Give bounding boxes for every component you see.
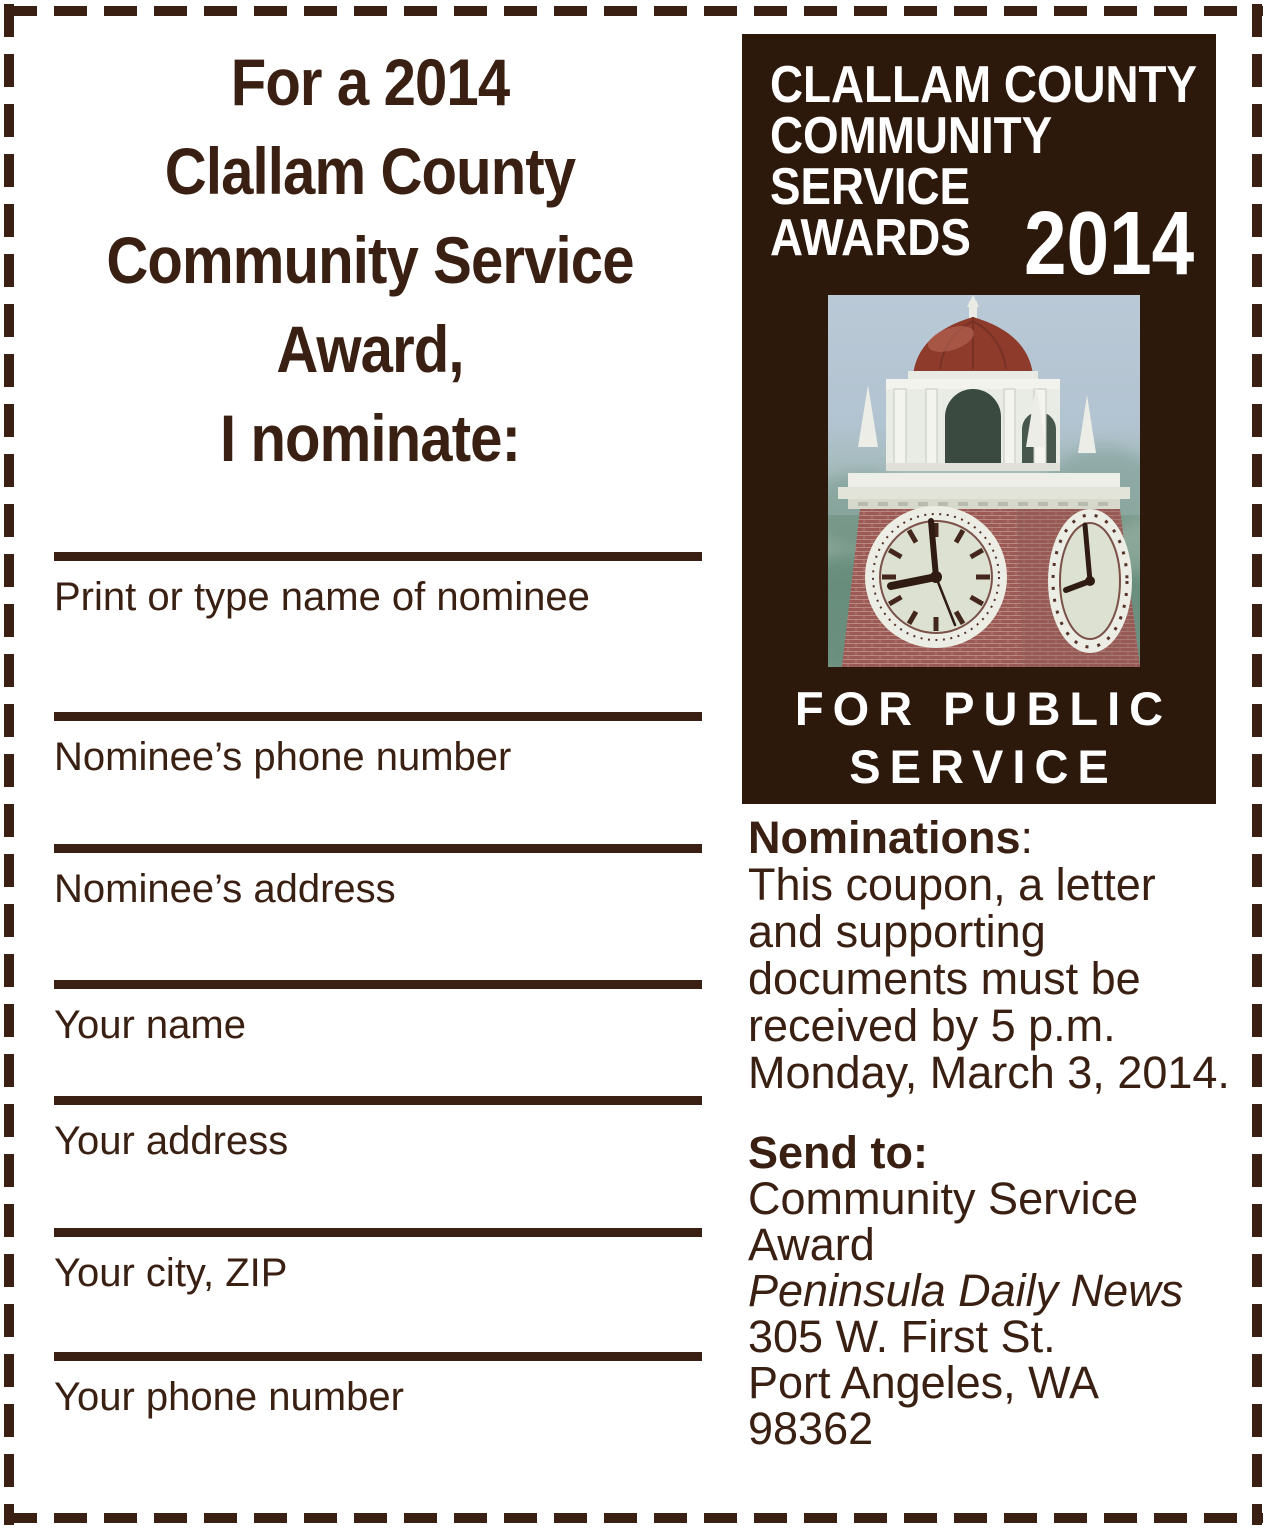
write-in-line <box>54 980 702 989</box>
field-label: Nominee’s address <box>54 867 396 911</box>
nominations-paragraph <box>748 814 1267 1096</box>
banner-tagline <box>742 680 1216 796</box>
form-field-nominee-name <box>54 552 702 620</box>
tagline-line: SERVICE <box>849 740 1118 793</box>
nominations-colon: : <box>1020 812 1034 863</box>
headline-line: Award, <box>276 312 464 386</box>
newspaper-name: Peninsula Daily News <box>748 1265 1184 1316</box>
paragraph-line: This coupon, a letter <box>748 859 1156 910</box>
send-to-paragraph <box>748 1127 1267 1454</box>
form-field-your-address <box>54 1096 702 1164</box>
coupon-dashed-border-top <box>4 6 1263 16</box>
coupon-dashed-border-left <box>4 4 14 1525</box>
headline-line: Clallam County <box>164 134 576 208</box>
address-line: 98362 <box>748 1403 874 1454</box>
form-field-nominee-phone <box>54 712 702 780</box>
field-label: Your address <box>54 1119 289 1163</box>
write-in-line <box>54 1228 702 1237</box>
nominations-label: Nominations <box>748 812 1021 863</box>
form-field-your-phone <box>54 1352 702 1420</box>
address-line: Port Angeles, WA <box>748 1357 1099 1408</box>
banner-title-line: COMMUNITY <box>770 107 1053 165</box>
banner-year: 2014 <box>1024 194 1195 294</box>
clock-tower-photo <box>828 295 1140 667</box>
paragraph-line: and supporting <box>748 906 1046 957</box>
banner-title-line: SERVICE <box>770 158 971 216</box>
paragraph-line: documents must be <box>748 953 1141 1004</box>
banner-title-line: CLALLAM COUNTY <box>770 56 1198 114</box>
write-in-line <box>54 552 702 561</box>
form-field-your-name <box>54 980 702 1048</box>
banner-title-line: AWARDS <box>770 209 971 267</box>
address-line: Community Service <box>748 1173 1139 1224</box>
field-label: Print or type name of nominee <box>54 575 590 619</box>
award-banner-box <box>742 34 1216 804</box>
headline-line: Community Service <box>106 223 634 297</box>
field-label: Your name <box>54 1003 246 1047</box>
form-field-your-city-zip <box>54 1228 702 1296</box>
write-in-line <box>54 844 702 853</box>
headline-line: I nominate: <box>219 401 521 475</box>
coupon-dashed-border-bottom <box>4 1513 1263 1523</box>
nominations-heading <box>748 814 1267 861</box>
form-field-nominee-address <box>54 844 702 912</box>
address-line: 305 W. First St. <box>748 1311 1056 1362</box>
send-to-label: Send to: <box>748 1127 928 1178</box>
field-label: Nominee’s phone number <box>54 735 512 779</box>
write-in-line <box>54 712 702 721</box>
field-label: Your phone number <box>54 1375 404 1419</box>
paragraph-line: received by 5 p.m. <box>748 1000 1116 1051</box>
coupon-headline <box>80 38 661 483</box>
paragraph-line: Monday, March 3, 2014. <box>748 1047 1230 1098</box>
write-in-line <box>54 1352 702 1361</box>
coupon-right-column <box>742 34 1252 1454</box>
headline-line: For a 2014 <box>230 45 510 119</box>
address-line: Award <box>748 1219 875 1270</box>
tagline-line: FOR PUBLIC <box>794 682 1173 735</box>
field-label: Your city, ZIP <box>54 1251 288 1295</box>
write-in-line <box>54 1096 702 1105</box>
